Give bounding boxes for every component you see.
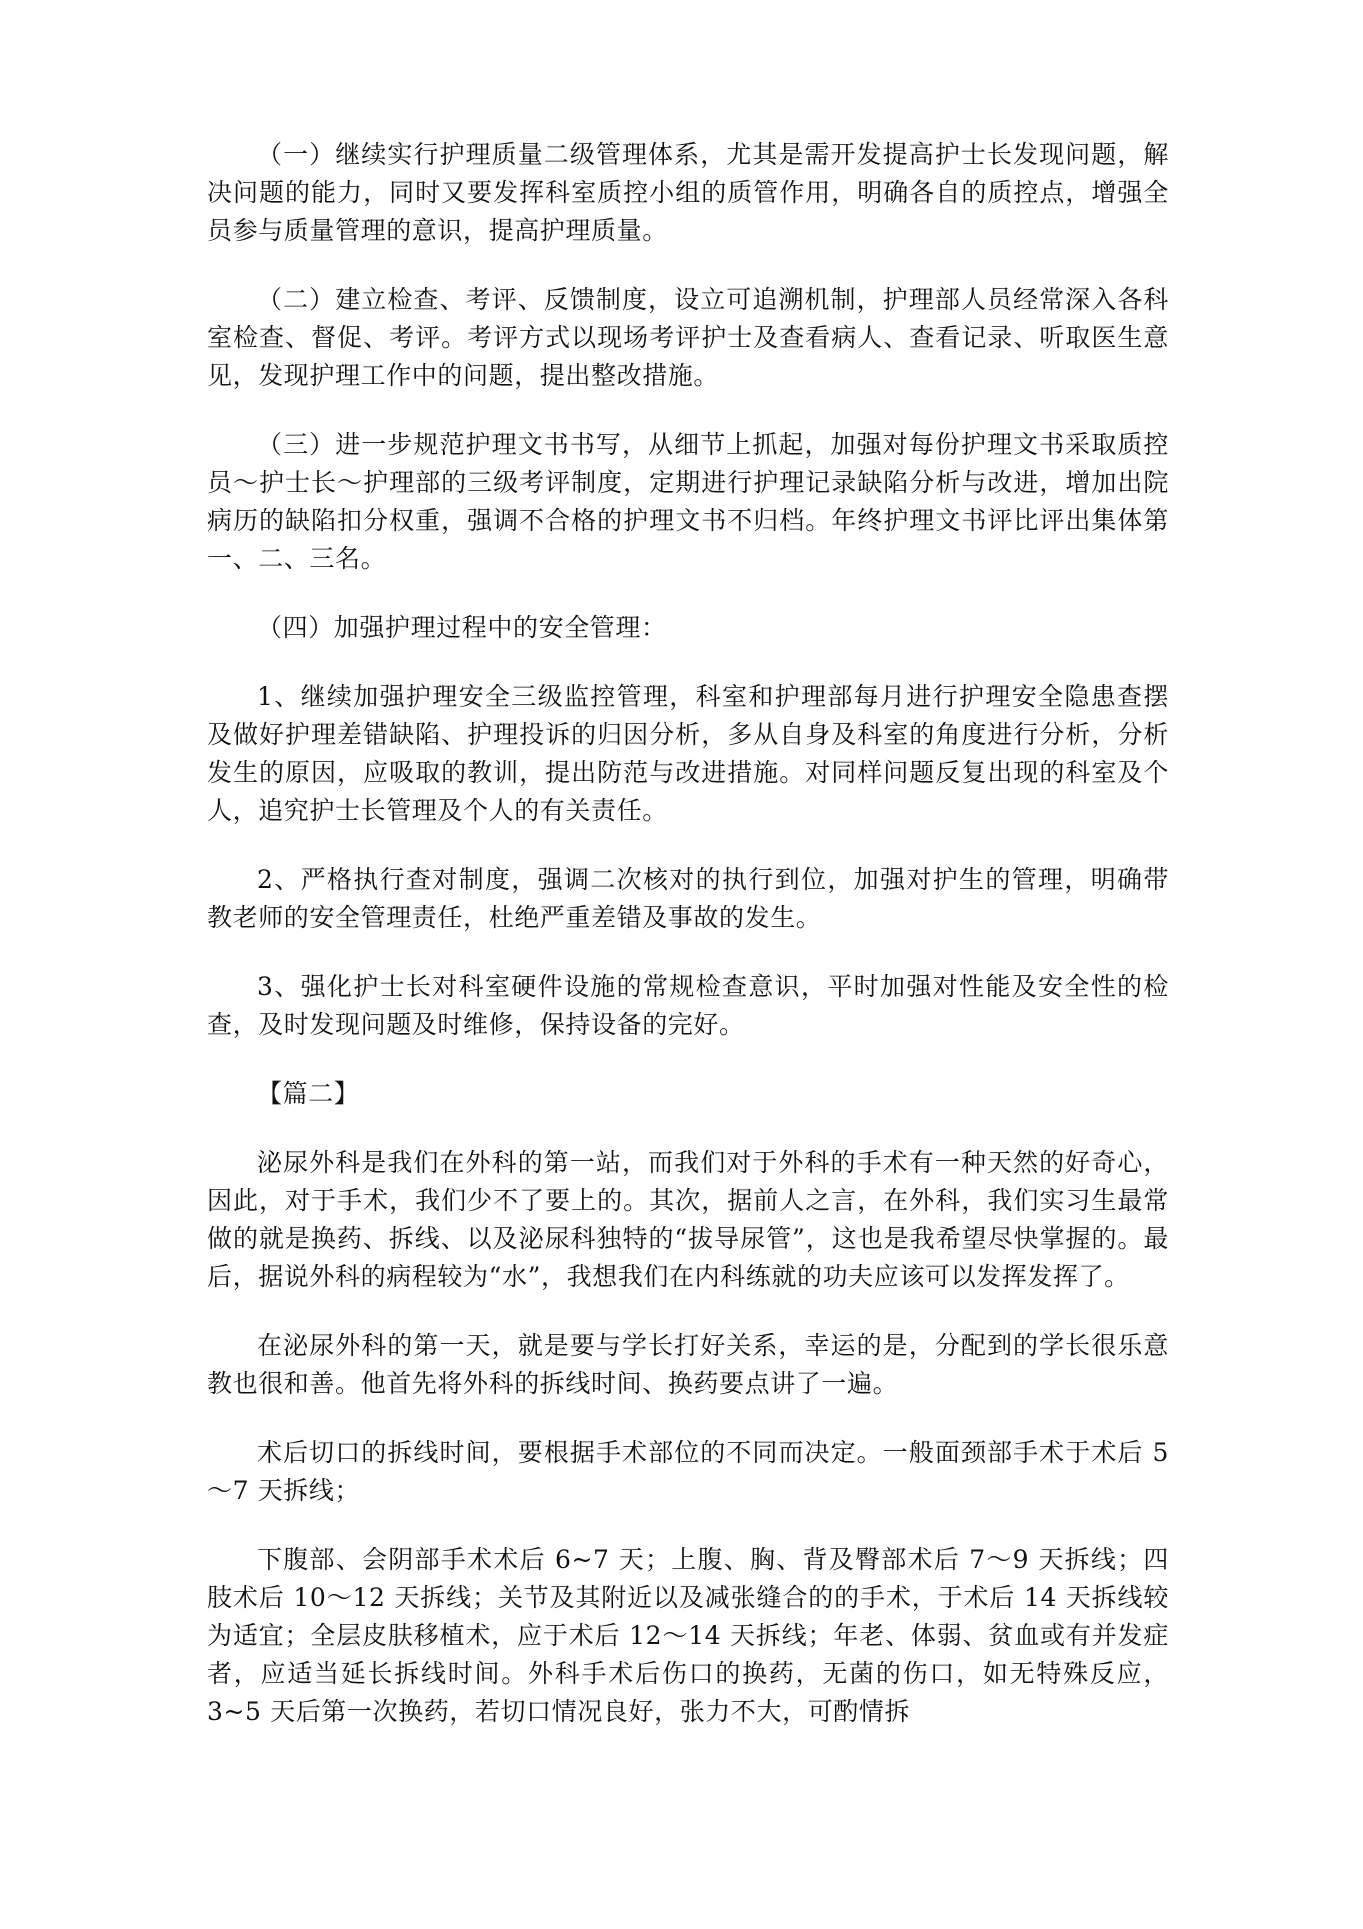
paragraph-safety-item-2: 2、严格执行查对制度，强调二次核对的执行到位，加强对护生的管理，明确带教老师的安全管理责任，杜绝严重差错及事故的发生。 <box>207 865 1169 932</box>
document-page <box>207 136 1169 1762</box>
paragraph-inspection-system: （二）建立检查、考评、反馈制度，设立可追溯机制，护理部人员经常深入各科室检查、督促、考评。考评方式以现场考评护士及查看病人、查看记录、听取医生意见，发现护理工作中的问题，提出整改措施。 <box>207 285 1169 390</box>
section-heading-part-two: 【篇二】 <box>257 1079 360 1108</box>
paragraph-suture-details: 下腹部、会阴部手术术后 6~7 天；上腹、胸、背及臀部术后 7～9 天拆线；四肢术后 10～12 天拆线；关节及其附近以及减张缝合的的手术，于术后 14 天拆线较为适宜；全层皮肤移植术，应于术后 12～14 天拆线；年老、体弱、贫血或有并发症者，应适当延长拆线时间。外科手术后伤口的换药，无菌的伤口，如无特殊反应，3~5 天后第一次换药，若切口情况良好，张力不大，可酌情拆 <box>207 1545 1169 1726</box>
paragraph-safety-heading: （四）加强护理过程中的安全管理： <box>257 613 667 642</box>
paragraph-first-day: 在泌尿外科的第一天，就是要与学长打好关系，幸运的是，分配到的学长很乐意教也很和善。他首先将外科的拆线时间、换药要点讲了一遍。 <box>207 1331 1169 1398</box>
paragraph-quality-system: （一）继续实行护理质量二级管理体系，尤其是需开发提高护士长发现问题，解决问题的能力，同时又要发挥科室质控小组的质管作用，明确各自的质控点，增强全员参与质量管理的意识，提高护理质量。 <box>207 140 1169 245</box>
paragraph-safety-item-1: 1、继续加强护理安全三级监控管理，科室和护理部每月进行护理安全隐患查摆及做好护理差错缺陷、护理投诉的归因分析，多从自身及科室的角度进行分析，分析发生的原因，应吸取的教训，提出防范与改进措施。对同样问题反复出现的科室及个人，追究护士长管理及个人的有关责任。 <box>207 682 1169 825</box>
paragraph-nursing-documents: （三）进一步规范护理文书书写，从细节上抓起，加强对每份护理文书采取质控员～护士长～护理部的三级考评制度，定期进行护理记录缺陷分析与改进，增加出院病历的缺陷扣分权重，强调不合格的护理文书不归档。年终护理文书评比评出集体第一、二、三名。 <box>207 430 1169 573</box>
paragraph-urology-intro: 泌尿外科是我们在外科的第一站，而我们对于外科的手术有一种天然的好奇心，因此，对于手术，我们少不了要上的。其次，据前人之言，在外科，我们实习生最常做的就是换药、拆线、以及泌尿科独特的“拔导尿管”，这也是我希望尽快掌握的。最后，据说外科的病程较为“水”，我想我们在内科练就的功夫应该可以发挥发挥了。 <box>207 1148 1169 1291</box>
paragraph-safety-item-3: 3、强化护士长对科室硬件设施的常规检查意识，平时加强对性能及安全性的检查，及时发现问题及时维修，保持设备的完好。 <box>207 972 1169 1039</box>
paragraph-suture-timing: 术后切口的拆线时间，要根据手术部位的不同而决定。一般面颈部手术于术后 5～7 天拆线； <box>207 1438 1169 1505</box>
